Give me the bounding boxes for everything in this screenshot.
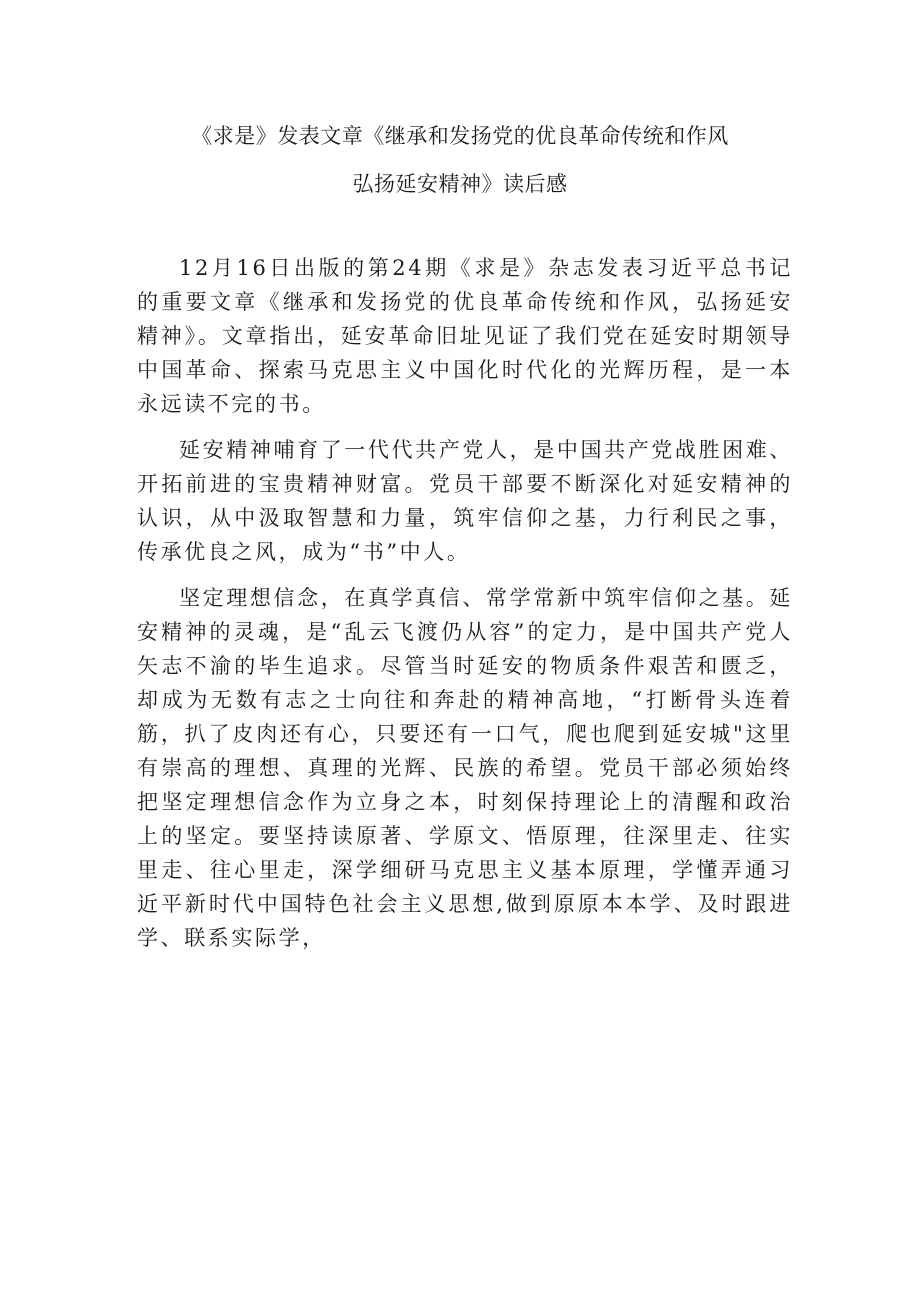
paragraph-3: 坚定理想信念，在真学真信、常学常新中筑牢信仰之基。延安精神的灵魂，是“乱云飞渡仍从容”的定力，是中国共产党人矢志不渝的毕生追求。尽管当时延安的物质条件艰苦和匮乏，却成为无数有志之士向往和奔赴的精神高地，“打断骨头连着筋，扒了皮肉还有心，只要还有一口气，爬也爬到延安城"这里有崇高的理想、真理的光辉、民族的希望。党员干部必须始终把坚定理想信念作为立身之本，时刻保持理论上的清醒和政治上的坚定。要坚持读原著、学原文、悟原理，往深里走、往实里走、往心里走，深学细研马克思主义基本原理，学懂弄通习近平新时代中国特色社会主义思想,做到原原本本学、及时跟进学、联系实际学， — [137, 586, 793, 950]
paragraph-1: 12月16日出版的第24期《求是》杂志发表习近平总书记的重要文章《继承和发扬党的优良革命传统和作风，弘扬延安精神》。文章指出，延安革命旧址见证了我们党在延安时期领导中国革命、探索马克思主义中国化时代化的光辉历程，是一本永远读不完的书。 — [137, 256, 793, 416]
document-title — [0, 112, 920, 208]
paragraph-2: 延安精神哺育了一代代共产党人，是中国共产党战胜困难、开拓前进的宝贵精神财富。党员干部要不断深化对延安精神的认识，从中汲取智慧和力量，筑牢信仰之基，力行利民之事，传承优良之风，成为“书”中人。 — [137, 438, 793, 564]
title-line-1: 《求是》发表文章《继承和发扬党的优良革命传统和作风 — [191, 124, 729, 148]
document-body — [137, 251, 793, 955]
title-line-2: 弘扬延安精神》读后感 — [352, 172, 568, 196]
